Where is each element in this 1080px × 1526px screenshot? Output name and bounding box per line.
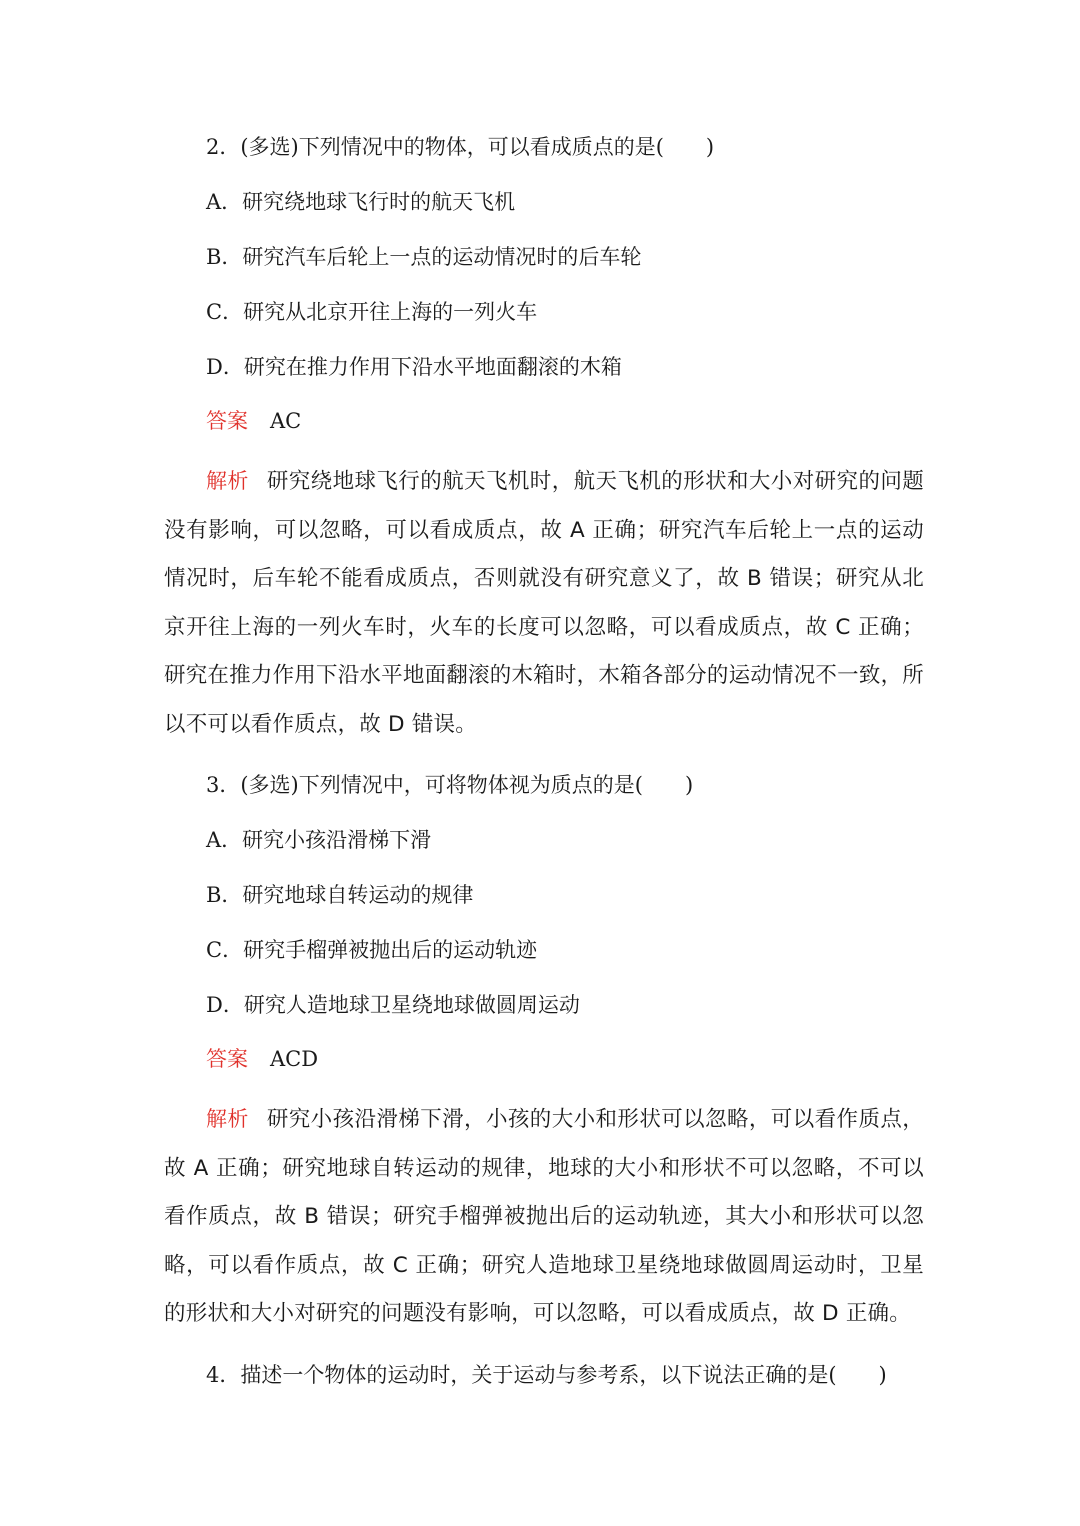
answer-value: ACD [270,1047,319,1071]
question-3-analysis [164,1095,924,1339]
question-2-option-d: D．研究在推力作用下沿水平地面翻滚的木箱 [206,355,622,379]
analysis-text: 研究绕地球飞行的航天飞机时，航天飞机的形状和大小对研究的问题没有影响，可以忽略，可以看成质点，故 A 正确；研究汽车后轮上一点的运动情况时，后车轮不能看成质点，否则就没有研究意义了，故 B 错误；研究从北京开往上海的一列火车时，火车的长度可以忽略，可以看成质点，故 C 正确；研究在推力作用下沿水平地面翻滚的木箱时，木箱各部分的运动情况不一致，所以不可以看作质点，故 D 错误。 [164,469,924,737]
question-2-answer [206,406,301,436]
analysis-label: 解析 [206,469,249,493]
analysis-text: 研究小孩沿滑梯下滑，小孩的大小和形状可以忽略，可以看作质点，故 A 正确；研究地球自转运动的规律，地球的大小和形状不可以忽略，不可以看作质点，故 B 错误；研究手榴弹被抛出后的运动轨迹，其大小和形状可以忽略，可以看作质点，故 C 正确；研究人造地球卫星绕地球做圆周运动时，卫星的形状和大小对研究的问题没有影响，可以忽略，可以看成质点，故 D 正确。 [164,1107,924,1326]
question-3-stem: 3．(多选)下列情况中，可将物体视为质点的是( ) [206,773,694,797]
question-3-answer [206,1044,318,1074]
answer-label: 答案 [206,409,248,433]
question-2-option-b: B．研究汽车后轮上一点的运动情况时的后车轮 [206,245,642,269]
question-2-option-c: C．研究从北京开往上海的一列火车 [206,300,538,324]
answer-value: AC [270,409,302,433]
question-3-option-a: A．研究小孩沿滑梯下滑 [206,828,432,852]
question-2-stem: 2．(多选)下列情况中的物体，可以看成质点的是( ) [206,135,715,159]
question-2-analysis [164,457,924,749]
answer-label: 答案 [206,1047,248,1071]
question-3-option-c: C．研究手榴弹被抛出后的运动轨迹 [206,938,538,962]
question-3-option-d: D．研究人造地球卫星绕地球做圆周运动 [206,993,580,1017]
analysis-label: 解析 [206,1107,249,1131]
question-4-stem: 4．描述一个物体的运动时，关于运动与参考系，以下说法正确的是( ) [206,1363,887,1387]
question-2-option-a: A．研究绕地球飞行时的航天飞机 [206,190,516,214]
question-3-option-b: B．研究地球自转运动的规律 [206,883,474,907]
